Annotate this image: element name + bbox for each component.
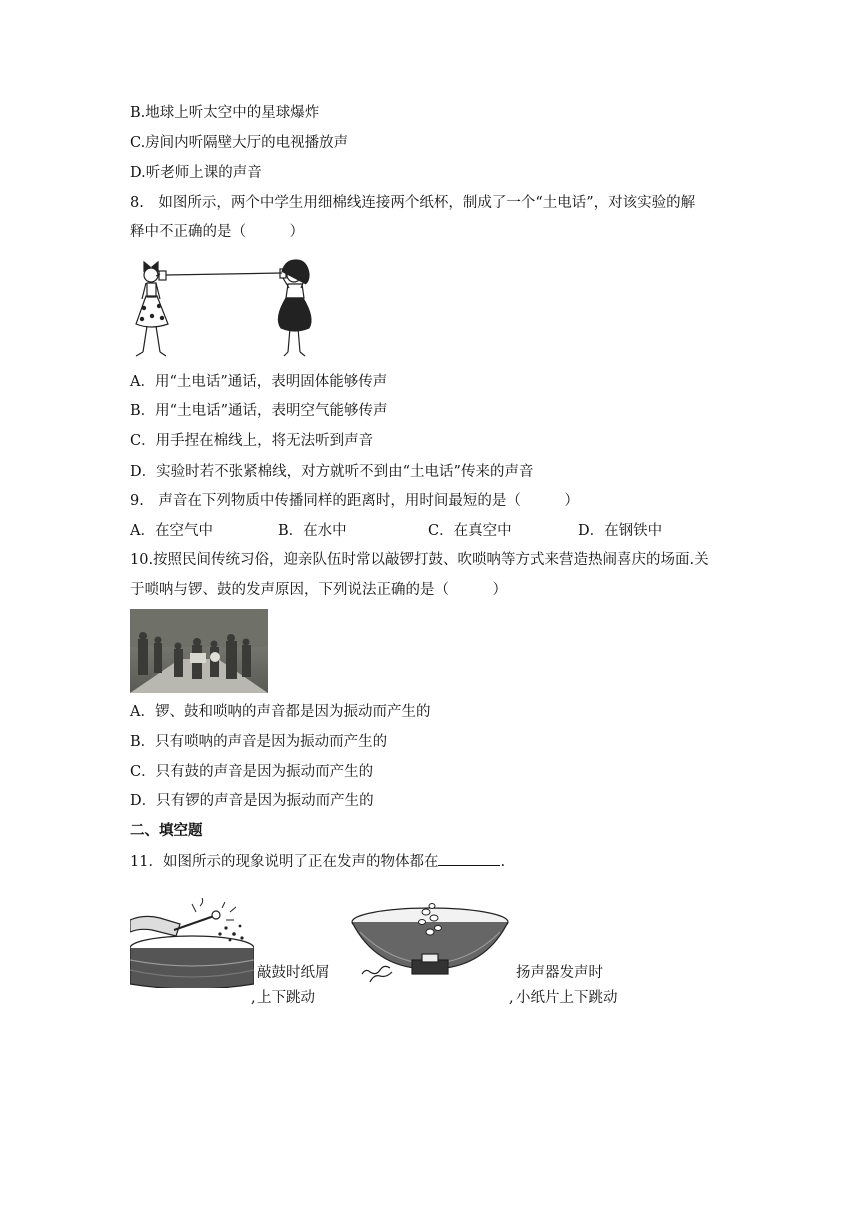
q7-option-b: B.地球上听太空中的星球爆炸 <box>130 105 320 121</box>
q7-option-c: C.房间内听隔壁大厅的电视播放声 <box>130 135 349 151</box>
q9-stem: 9. 声音在下列物质中传播同样的距离时，用时间最短的是（ ） <box>130 493 579 509</box>
q8-option-a: A．用“土电话”通话，表明固体能够传声 <box>130 374 388 390</box>
q11-stem <box>130 851 505 872</box>
q9-option-b: B．在水中 <box>278 523 347 539</box>
q11-stem-suffix: . <box>500 854 506 870</box>
q10-option-c: C．只有鼓的声音是因为振动而产生的 <box>130 764 374 780</box>
q9-options <box>130 521 730 541</box>
q10-stem-line2: 于唢呐与锣、鼓的发声原因，下列说法正确的是（ ） <box>130 582 507 598</box>
speaker-separator: , <box>509 990 514 1006</box>
drum-separator: , <box>251 990 256 1006</box>
q9-option-c: C．在真空中 <box>428 523 512 539</box>
q9-option-a: A．在空气中 <box>130 523 213 539</box>
speaker-caption-line1: 扬声器发声时 <box>516 965 603 981</box>
q7-option-d: D.听老师上课的声音 <box>130 165 262 181</box>
q9-option-d: D．在钢铁中 <box>578 523 663 539</box>
q8-stem-line2: 释中不正确的是（ ） <box>130 224 304 240</box>
wedding-procession-photo <box>130 609 268 693</box>
q10-option-d: D．只有锣的声音是因为振动而产生的 <box>130 793 374 809</box>
q10-option-b: B．只有唢呐的声音是因为振动而产生的 <box>130 734 388 750</box>
q10-stem-line1: 10.按照民间传统习俗，迎亲队伍时常以敲锣打鼓、吹唢呐等方式来营造热闹喜庆的场面.关 <box>130 552 709 568</box>
section-title: 二、填空题 <box>130 823 203 839</box>
drum-caption-line1: 敲鼓时纸屑 <box>257 965 330 981</box>
speaker-figure <box>350 898 510 996</box>
q8-option-d: D．实验时若不张紧棉线，对方就听不到由“土电话”传来的声音 <box>130 464 534 480</box>
q8-stem-line1: 8. 如图所示，两个中学生用细棉线连接两个纸杯，制成了一个“土电话”，对该实验的解 <box>130 195 696 211</box>
girl-right-illustration <box>278 260 311 356</box>
drum-figure <box>130 898 254 988</box>
q11-stem-prefix: 11．如图所示的现象说明了正在发声的物体都在 <box>130 854 439 870</box>
speaker-caption-line2: 小纸片上下跳动 <box>516 990 618 1006</box>
q8-option-c: C．用手捏在棉线上，将无法听到声音 <box>130 433 374 449</box>
drum-caption-line2: 上下跳动 <box>257 990 315 1006</box>
girl-left-illustration <box>136 262 168 356</box>
q10-option-a: A．锣、鼓和唢呐的声音都是因为振动而产生的 <box>130 704 431 720</box>
string-telephone-figure <box>132 258 332 362</box>
q11-answer-blank <box>438 851 500 866</box>
q8-option-b: B．用“土电话”通话，表明空气能够传声 <box>130 403 388 419</box>
